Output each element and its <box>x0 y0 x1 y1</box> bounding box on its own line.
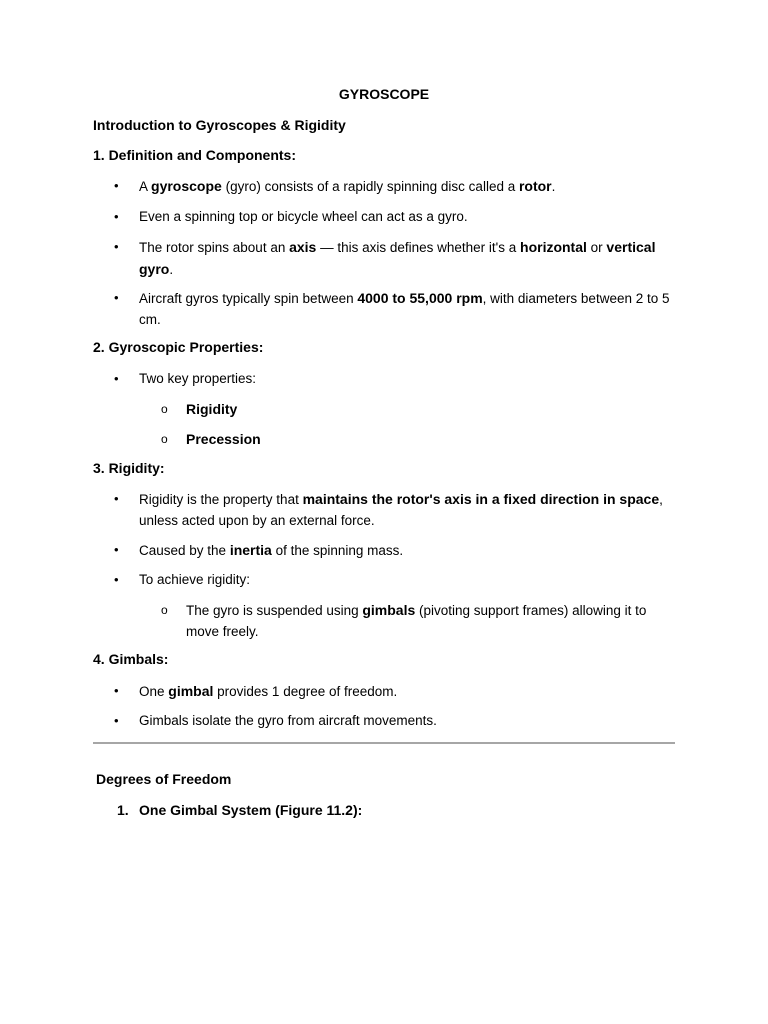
bullet-marker: • <box>114 683 119 698</box>
list-item: Caused by the inertia of the spinning mass. <box>139 542 404 558</box>
list-item: Two key properties: <box>139 371 257 386</box>
list-item: Even a spinning top or bicycle wheel can act as a gyro. <box>139 209 468 224</box>
bullet-marker: • <box>114 713 119 728</box>
bullet-marker: • <box>114 209 119 224</box>
bullet-marker: • <box>114 239 119 254</box>
bullet-marker: • <box>114 290 119 305</box>
bullet-marker: • <box>114 178 119 193</box>
sub-bullet-marker: o <box>161 432 168 446</box>
list-item: To achieve rigidity: <box>139 572 251 587</box>
horizontal-divider <box>93 742 675 744</box>
list-item: Rigidity is the property that maintains the rotor's axis in a fixed direction in space, unless acted upon by an external force. <box>139 491 663 528</box>
list-item: Gimbals isolate the gyro from aircraft movements. <box>139 713 437 728</box>
section-heading-definition: 1. Definition and Components: <box>93 147 296 163</box>
list-number: 1. <box>117 802 129 818</box>
list-item: Aircraft gyros typically spin between 4000 to 55,000 rpm, with diameters between 2 to 5 cm. <box>139 290 670 327</box>
bullet-marker: • <box>114 491 119 506</box>
numbered-list-item: One Gimbal System (Figure 11.2): <box>139 802 363 818</box>
section-heading-rigidity: 3. Rigidity: <box>93 460 165 476</box>
sub-list-item: Rigidity <box>186 401 238 417</box>
list-item: One gimbal provides 1 degree of freedom. <box>139 683 398 699</box>
list-item: The rotor spins about an axis — this axis defines whether it's a horizontal or vertical gyro. <box>139 239 656 277</box>
bullet-marker: • <box>114 371 119 386</box>
section-heading-degrees-of-freedom: Degrees of Freedom <box>96 771 232 787</box>
sub-list-item: The gyro is suspended using gimbals (pivoting support frames) allowing it to move freely. <box>186 602 647 639</box>
list-item: A gyroscope (gyro) consists of a rapidly spinning disc called a rotor. <box>139 178 556 194</box>
sub-list-item: Precession <box>186 431 261 447</box>
bullet-marker: • <box>114 542 119 557</box>
intro-heading: Introduction to Gyroscopes & Rigidity <box>93 117 346 133</box>
sub-bullet-marker: o <box>161 402 168 416</box>
section-heading-gimbals: 4. Gimbals: <box>93 651 169 667</box>
page-title: GYROSCOPE <box>338 86 430 102</box>
bullet-marker: • <box>114 572 119 587</box>
sub-bullet-marker: o <box>161 603 168 617</box>
section-heading-properties: 2. Gyroscopic Properties: <box>93 339 264 355</box>
